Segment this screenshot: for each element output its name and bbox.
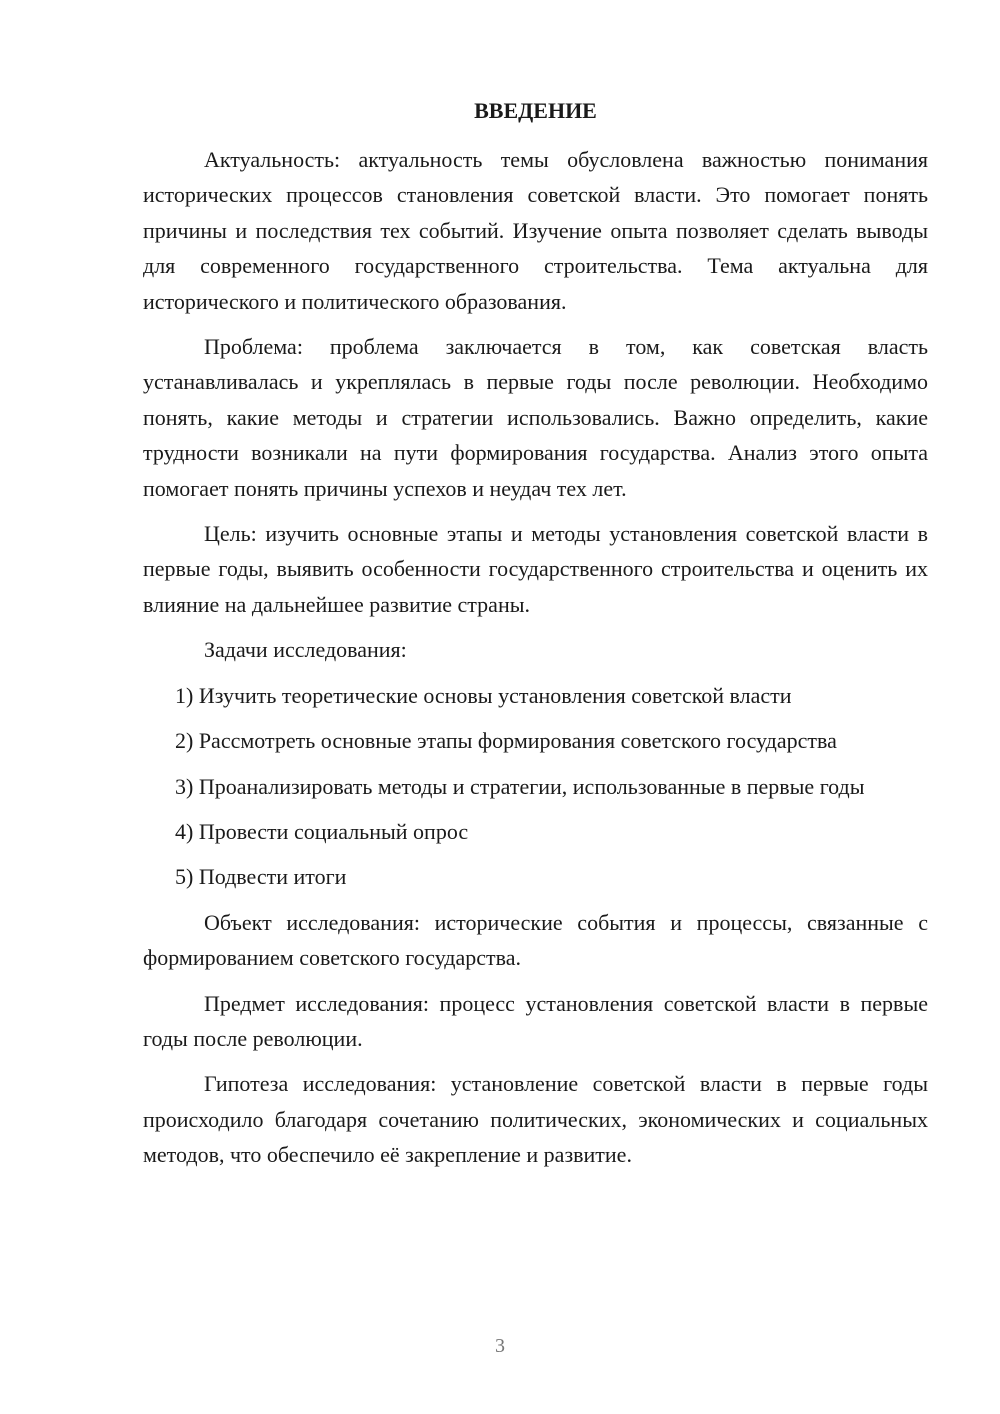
paragraph-object: Объект исследования: исторические события и процессы, связанные с формированием советского государства. — [143, 909, 928, 971]
paragraph-problem: Проблема: проблема заключается в том, как советская власть устанавливалась и укреплялась в первые годы после революции. Необходимо понять, какие методы и стратегии использовались. Важно определить, какие трудности возникали на пути формирования государства. Анализ этого опыта помогает понять причины успехов и неудач тех лет. — [143, 334, 928, 501]
paragraph-subject: Предмет исследования: процесс установления советской власти в первые годы после революции. — [143, 990, 928, 1051]
page-number: 3 — [495, 1335, 505, 1357]
tasks-heading: Задачи исследования: — [204, 637, 407, 663]
task-item-1: 1) Изучить теоретические основы установления советской власти — [175, 682, 792, 708]
paragraph-hypothesis: Гипотеза исследования: установление советской власти в первые годы происходило благодаря сочетанию политических, экономических и социальных методов, что обеспечило её закрепление и развитие. — [143, 1071, 928, 1168]
task-item-5: 5) Подвести итоги — [175, 864, 347, 890]
task-item-4: 4) Провести социальный опрос — [175, 818, 469, 844]
paragraph-relevance: Актуальность: актуальность темы обусловлена важностью понимания исторических процессов становления советской власти. Это помогает понять причины и последствия тех событий. Изучение опыта позволяет сделать выводы для современного государственного строительства. Тема актуальна для исторического и политического образования. — [143, 147, 928, 314]
page-title: ВВЕДЕНИЕ — [474, 98, 597, 123]
document-body — [143, 142, 928, 1173]
task-item-2: 2) Рассмотреть основные этапы формирования советского государства — [175, 728, 837, 754]
paragraph-goal: Цель: изучить основные этапы и методы установления советской власти в первые годы, выявить особенности государственного строительства и оценить их влияние на дальнейшее развитие страны. — [143, 521, 928, 617]
task-item-3: 3) Проанализировать методы и стратегии, использованные в первые годы — [175, 773, 865, 799]
